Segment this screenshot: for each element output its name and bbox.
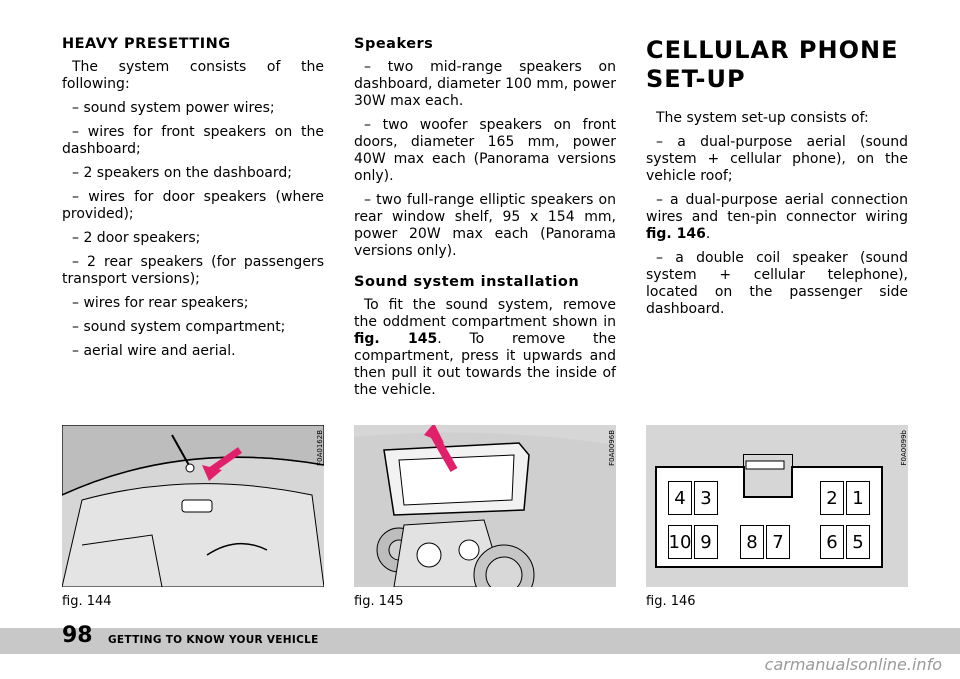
figure-144-aerial (62, 425, 324, 587)
text: To fit the sound system, remove the oddment compartment shown in (354, 297, 616, 330)
connector-pin: 4 (668, 481, 692, 515)
column-cellular-phone (646, 36, 908, 325)
heading-speakers: Speakers (354, 36, 434, 52)
text: – a dual-purpose aerial connection wires and ten-pin connector wiring (646, 192, 908, 225)
figure-reference: fig. 145 (354, 331, 438, 347)
connector-pin: 9 (694, 525, 718, 559)
paragraph: – wires for door speakers (where provided); (62, 189, 324, 222)
paragraph: The system consists of the following: (62, 59, 324, 92)
connector-pin: 7 (766, 525, 790, 559)
paragraph: – sound system power wires; (72, 100, 275, 116)
connector-pin: 6 (820, 525, 844, 559)
paragraph: – a double coil speaker (sound system + cellular telephone), located on the passenger side dashboard. (646, 250, 908, 317)
watermark: carmanualsonline.info (764, 655, 942, 674)
section-title (646, 36, 908, 94)
paragraph: – wires for rear speakers; (72, 295, 249, 311)
figure-code: F0A0099b (900, 430, 908, 466)
running-head: GETTING TO KNOW YOUR VEHICLE (108, 634, 319, 646)
figure-code: F0A0162B (316, 430, 324, 466)
paragraph: – 2 speakers on the dashboard; (72, 165, 292, 181)
title-line: SET-UP (646, 65, 746, 93)
figure-caption: fig. 146 (646, 594, 696, 609)
paragraph: – two full-range elliptic speakers on rear window shelf, 95 x 154 mm, power 20W max each (Panorama versions only). (354, 192, 616, 259)
paragraph: – two mid-range speakers on dashboard, diameter 100 mm, power 30W max each. (354, 59, 616, 109)
connector-pin: 2 (820, 481, 844, 515)
paragraph: – 2 door speakers; (72, 230, 201, 246)
paragraph: – 2 rear speakers (for passengers transport versions); (62, 254, 324, 287)
page-number: 98 (62, 623, 93, 648)
paragraph: – aerial wire and aerial. (72, 343, 236, 359)
connector-pin: 5 (846, 525, 870, 559)
aerial-illustration (62, 425, 324, 587)
title-line: CELLULAR PHONE (646, 36, 899, 64)
figure-146-connector (646, 425, 908, 587)
figure-reference: fig. 146 (646, 226, 706, 242)
heading-heavy-presetting: HEAVY PRESETTING (62, 36, 231, 52)
figure-caption: fig. 144 (62, 594, 112, 609)
figure-145-compartment (354, 425, 616, 587)
paragraph: – a dual-purpose aerial (sound system + cellular phone), on the vehicle roof; (646, 134, 908, 184)
paragraph: – two woofer speakers on front doors, diameter 165 mm, power 40W max each (Panorama versions only). (354, 117, 616, 184)
connector-pin: 8 (740, 525, 764, 559)
paragraph (646, 192, 908, 243)
paragraph: The system set-up consists of: (656, 110, 869, 126)
figure-caption: fig. 145 (354, 594, 404, 609)
paragraph: – sound system compartment; (72, 319, 286, 335)
column-heavy-presetting (62, 36, 324, 367)
text: . To remove the compartment, press it upwards and then pull it out towards the inside of the vehicle. (354, 331, 616, 398)
connector-pin: 1 (846, 481, 870, 515)
paragraph-installation (354, 297, 616, 399)
figure-code: F0A0096B (608, 430, 616, 466)
column-speakers (354, 36, 616, 406)
paragraph: – wires for front speakers on the dashboard; (62, 124, 324, 157)
compartment-illustration (354, 425, 616, 587)
text: . (705, 226, 711, 242)
heading-sound-system-installation: Sound system installation (354, 274, 580, 290)
connector-pin: 3 (694, 481, 718, 515)
connector-pin: 10 (668, 525, 692, 559)
